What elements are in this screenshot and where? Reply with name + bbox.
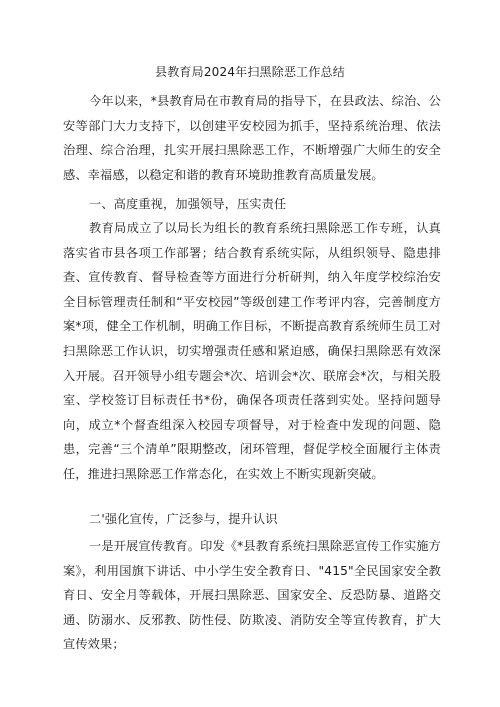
document-title: 县教育局2024年扫黑除恶工作总结 [155, 65, 345, 79]
section-2-heading: 二'强化宣传，广泛参与，提升认识 [89, 512, 278, 526]
section-1-paragraph: 教育局成立了以局长为组长的教育系统扫黑除恶工作专班，认真落实省市县各项工作部署；结合教育系统实际，从组织领导、隐患排查、宣传教育、督导检查等方面进行分析研判，纳入年度学校综治安全目标管理责任制和“平安校园”等级创建工作考评内容，完善制度方案*项，健全工作机制，明确工作目标，不断提高教育系统师生员工对扫黑除恶工作认识，切实增强责任感和紧迫感，确保扫黑除恶有效深入开展。召开领导小组专题会*次、培训会*次、联席会*次，与相关股室、学校签订目标责任书*份，确保各项责任落到实处。坚持问题导向，成立*个督查组深入校园专项督导，对于检查中发现的问题、隐患，完善“三个清单”限期整改，闭环管理，督促学校全面履行主体责任，推进扫黑除恶工作常态化，在实效上不断实现新突破。 [63, 221, 441, 481]
section-2-paragraph: 一是开展宣传教育。印发《*县教育系统扫黑除恶宣传工作实施方案》，利用国旗下讲话、中小学生安全教育日、"415"全民国家安全教育日、安全月等载体，开展扫黑除恶、国家安全、反恐防暴、道路交通、防溺水、反邪教、防性侵、防欺凌、消防安全等宣传教育，扩大宣传效果； [63, 539, 441, 652]
section-1-heading: 一、高度重视，加强领导，压实责任 [89, 197, 287, 211]
intro-paragraph: 今年以来，*县教育局在市教育局的指导下，在县政法、综治、公安等部门大力支持下，以创建平安校园为抓手，坚持系统治理、依法治理、综合治理，扎实开展扫黑除恶工作，不断增强广大师生的安全感、幸福感，以稳定和谐的教育环境助推教育高质量发展。 [63, 94, 441, 182]
